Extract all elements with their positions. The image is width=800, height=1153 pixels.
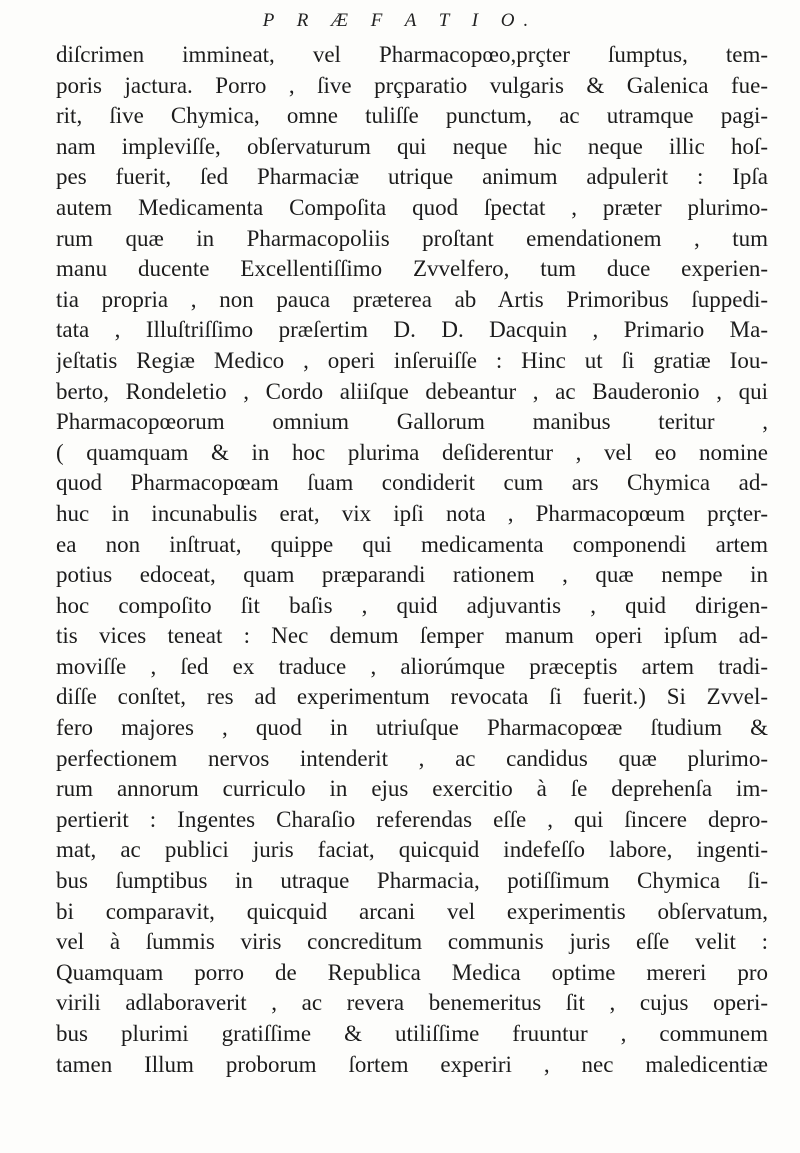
text-line: quod Pharmacopœam ſuam condiderit cum ars Chymica ad- [56, 470, 768, 496]
text-line: manu ducente Excellentiſſimo Zvvelfero, tum duce experien- [56, 256, 768, 282]
text-line: moviſſe , ſed ex traduce , aliorúmque præceptis artem tradi- [56, 653, 768, 679]
text-line: rit, ſive Chymica, omne tuliſſe punctum, ac utramque pagi- [56, 103, 768, 129]
text-line: tamen Illum proborum ſortem experiri , nec maledicentiæ [56, 1051, 768, 1077]
body-text [56, 40, 768, 1080]
text-line: Quamquam porro de Republica Medica optime mereri pro [56, 959, 768, 985]
text-line: perfectionem nervos intenderit , ac candidus quæ plurimo- [56, 745, 768, 771]
text-line: potius edoceat, quam præparandi rationem , quæ nempe in [56, 562, 768, 588]
text-line: virili adlaboraverit , ac revera benemeritus ſit , cujus operi- [56, 990, 768, 1016]
text-line: bus ſumptibus in utraque Pharmacia, potiſſimum Chymica ſi- [56, 868, 768, 894]
text-line: ( quamquam & in hoc plurima deſiderentur , vel eo nomine [56, 439, 768, 465]
text-line: Pharmacopœorum omnium Gallorum manibus teritur , [56, 409, 768, 435]
text-line: bi comparavit, quicquid arcani vel experimentis obſervatum, [56, 898, 768, 924]
text-line: nam impleviſſe, obſervaturum qui neque hic neque illic hoſ- [56, 133, 768, 159]
text-line: rum quæ in Pharmacopoliis proſtant emendationem , tum [56, 225, 768, 251]
text-line: tata , Illuſtriſſimo præſertim D. D. Dacquin , Primario Ma- [56, 317, 768, 343]
text-line: fero majores , quod in utriuſque Pharmacopœæ ſtudium & [56, 715, 768, 741]
running-head: P R Æ F A T I O. [262, 10, 538, 31]
text-line: pes fuerit, ſed Pharmaciæ utrique animum adpulerit : Ipſa [56, 164, 768, 190]
text-line: huc in incunabulis erat, vix ipſi nota , Pharmacopœum prçter- [56, 500, 768, 526]
text-line: rum annorum curriculo in ejus exercitio à ſe deprehenſa im- [56, 776, 768, 802]
text-line: tis vices teneat : Nec demum ſemper manum operi ipſum ad- [56, 623, 768, 649]
text-line: jeſtatis Regiæ Medico , operi inſeruiſſe : Hinc ut ſi gratiæ Iou- [56, 347, 768, 373]
text-line: ea non inſtruat, quippe qui medicamenta componendi artem [56, 531, 768, 557]
text-line: berto, Rondeletio , Cordo aliiſque debeantur , ac Bauderonio , qui [56, 378, 768, 404]
text-line: vel à ſummis viris concreditum communis juris eſſe velit : [56, 929, 768, 955]
text-line: pertierit : Ingentes Charaſio referendas eſſe , qui ſincere depro- [56, 806, 768, 832]
text-line: poris jactura. Porro , ſive prçparatio vulgaris & Galenica fue- [56, 72, 768, 98]
text-line: hoc compoſito ſit baſis , quid adjuvantis , quid dirigen- [56, 592, 768, 618]
text-line: mat, ac publici juris faciat, quicquid indefeſſo labore, ingenti- [56, 837, 768, 863]
text-line: autem Medicamenta Compoſita quod ſpectat , præter plurimo- [56, 194, 768, 220]
text-line: diſſe conſtet, res ad experimentum revocata ſi fuerit.) Si Zvvel- [56, 684, 768, 710]
text-line: tia propria , non pauca præterea ab Artis Primoribus ſuppedi- [56, 286, 768, 312]
text-line: bus plurimi gratiſſime & utiliſſime fruuntur , communem [56, 1021, 768, 1046]
text-line: diſcrimen immineat, vel Pharmacopœo,prçter ſumptus, tem- [56, 42, 768, 67]
